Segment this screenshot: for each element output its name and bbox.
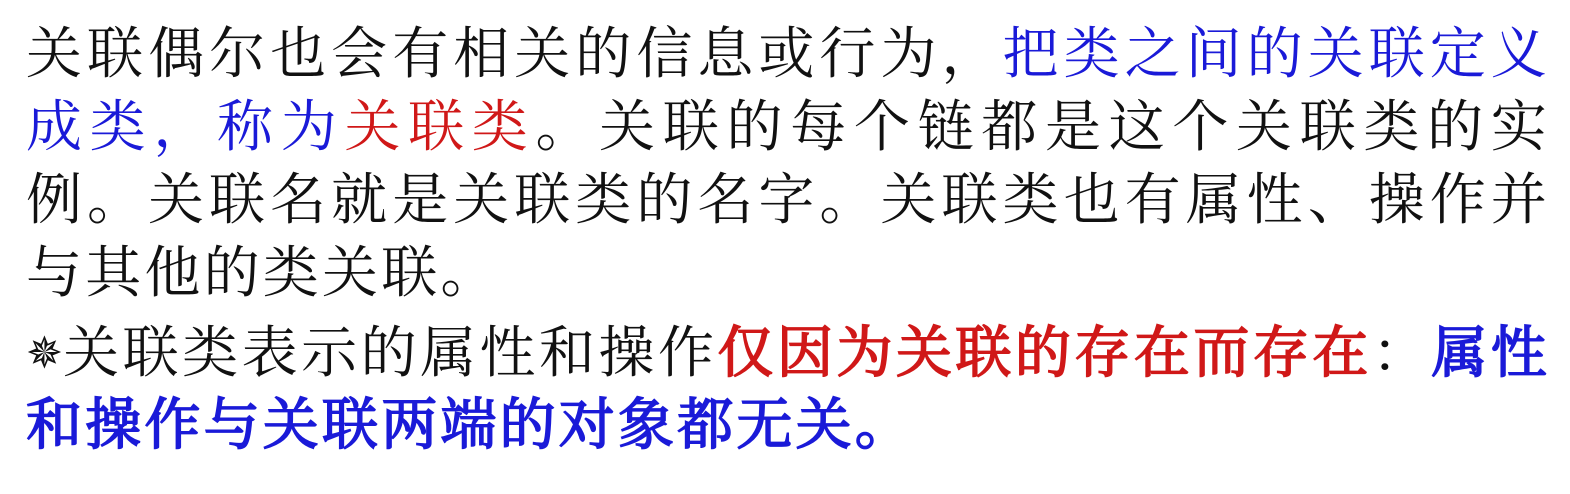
para2-text-intro: 关联类表示的属性和操作	[62, 321, 718, 386]
para2-text-existence-highlight: 仅因为关联的存在而存在	[717, 321, 1372, 386]
para1-text-definition-highlight: 把类之间的关联定义成类，称为	[26, 22, 1550, 160]
para2-text-colon: ：	[1371, 321, 1432, 386]
document-body	[26, 18, 1550, 462]
para1-text-intro: 关联偶尔也会有相关的信息或行为，	[26, 22, 1003, 87]
para1-text-explanation: 。关联的每个链都是这个关联类的实例。关联名就是关联类的名字。关联类也有属性、操作并与其他的类关联。	[26, 95, 1550, 306]
bullet-star-icon: ✵	[26, 328, 63, 379]
paragraph-association-class-note	[26, 318, 1550, 462]
paragraph-association-class-definition	[26, 18, 1550, 310]
para1-text-term-association-class: 关联类	[344, 95, 536, 160]
para2-text-independence-highlight: 属性和操作与关联两端的对象都无关。	[26, 321, 1550, 458]
